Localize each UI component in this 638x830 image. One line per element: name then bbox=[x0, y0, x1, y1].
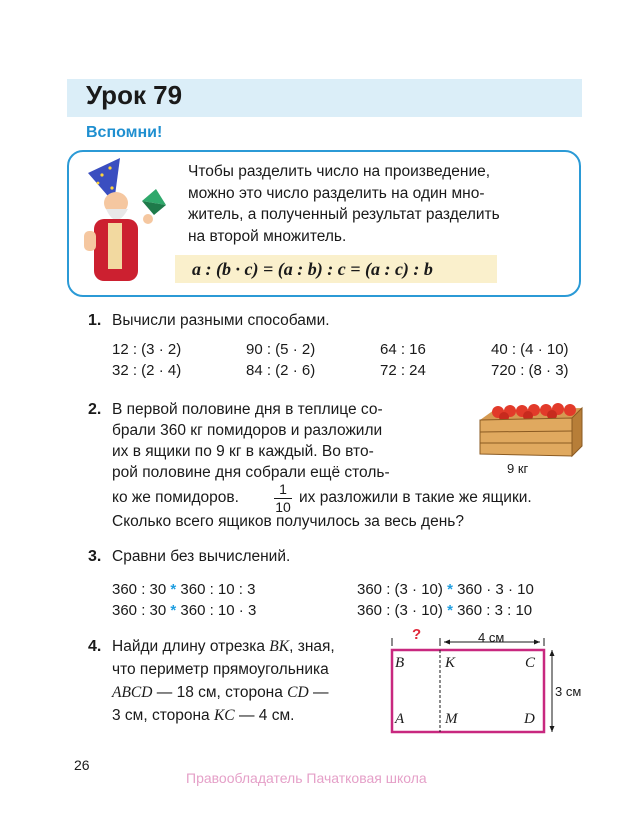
task-1-expression: 72 : 24 bbox=[380, 362, 426, 379]
compare-left: 360 : (3 · 10) bbox=[357, 602, 443, 619]
compare-star-icon: * bbox=[170, 602, 177, 619]
compare-star-icon: * bbox=[447, 581, 453, 598]
rule-line: Чтобы разделить число на произведение, bbox=[188, 163, 491, 180]
compare-star-icon: * bbox=[447, 602, 453, 619]
vertex-a: A bbox=[395, 711, 405, 727]
task-3-comparison bbox=[112, 581, 255, 598]
task-2-line: рой половине дня собрали ещё столь- bbox=[112, 464, 390, 481]
vertex-b: B bbox=[395, 655, 405, 671]
vertex-d: D bbox=[524, 711, 535, 727]
fraction-one-tenth bbox=[274, 482, 292, 515]
fraction-denominator: 10 bbox=[275, 499, 291, 515]
side-cd-length: 3 см bbox=[555, 684, 582, 699]
task-1-expression: 40 : (4 · 10) bbox=[491, 341, 569, 358]
task-1-expression: 32 : (2 · 4) bbox=[112, 362, 182, 379]
compare-right: 360 : 3 : 10 bbox=[457, 602, 533, 619]
rule-formula: a : (b · c) = (a : b) : c = (a : c) : b bbox=[192, 259, 433, 279]
remember-heading: Вспомни! bbox=[86, 124, 163, 141]
page-number: 26 bbox=[74, 757, 90, 773]
lesson-title: Урок 79 bbox=[86, 80, 183, 110]
task-3-text: Сравни без вычислений. bbox=[112, 548, 291, 565]
tomato-crate-illustration bbox=[476, 398, 586, 460]
rule-line: можно это число разделить на один мно- bbox=[188, 184, 485, 202]
task-3-number: 3. bbox=[88, 548, 102, 565]
side-kc: KC bbox=[213, 707, 235, 724]
task-2-number: 2. bbox=[88, 401, 102, 418]
crate-weight-label: 9 кг bbox=[507, 461, 529, 476]
rectangle-abcd: ABCD bbox=[112, 684, 153, 701]
task-3-comparison bbox=[357, 602, 532, 619]
vertex-m: M bbox=[445, 711, 458, 727]
task-1-text: Вычисли разными способами. bbox=[112, 312, 330, 329]
task-4-text: , зная, bbox=[289, 638, 335, 655]
task-4-line-1 bbox=[112, 638, 335, 656]
task-4-text: Найди длину отрезка bbox=[112, 638, 270, 655]
task-4-line-2: что периметр прямоугольника bbox=[112, 661, 329, 678]
task-4-text: — 18 см, сторона bbox=[152, 684, 288, 701]
wizard-illustration bbox=[80, 153, 170, 288]
task-2-line-after-fraction: их разложили в такие же ящики. bbox=[299, 489, 532, 506]
task-1-expression: 64 : 16 bbox=[380, 341, 426, 358]
task-4-line-4 bbox=[112, 707, 294, 725]
task-4-text: — 4 см. bbox=[234, 707, 295, 724]
task-4-number: 4. bbox=[88, 638, 102, 655]
compare-right: 360 · 3 · 10 bbox=[457, 581, 534, 598]
task-1-expression: 720 : (8 · 3) bbox=[491, 362, 569, 379]
side-kc-length: 4 см bbox=[478, 630, 505, 645]
segment-bk: BK bbox=[269, 638, 290, 655]
compare-left: 360 : (3 · 10) bbox=[357, 581, 443, 598]
compare-right: 360 : 10 : 3 bbox=[180, 581, 256, 598]
task-2-line: В первой половине дня в теплице со- bbox=[112, 401, 383, 418]
compare-right: 360 : 10 · 3 bbox=[180, 602, 257, 619]
compare-star-icon: * bbox=[170, 581, 177, 598]
compare-left: 360 : 30 bbox=[112, 581, 167, 598]
task-3-comparison bbox=[112, 602, 256, 619]
unknown-length-question: ? bbox=[412, 626, 422, 643]
task-2-line-before-fraction: ко же помидоров. bbox=[112, 489, 239, 506]
task-1-expression: 84 : (2 · 6) bbox=[246, 362, 316, 379]
task-2-line: брали 360 кг помидоров и разложили bbox=[112, 422, 383, 439]
rule-text bbox=[188, 161, 570, 247]
task-4-text: — bbox=[308, 684, 329, 701]
side-cd: CD bbox=[287, 684, 309, 701]
compare-left: 360 : 30 bbox=[112, 602, 167, 619]
task-3-comparison bbox=[357, 581, 534, 598]
fraction-numerator: 1 bbox=[279, 481, 287, 497]
task-2-line: Сколько всего ящиков получилось за весь день? bbox=[112, 513, 464, 530]
rule-line: на второй множитель. bbox=[188, 227, 347, 245]
task-1-expression: 12 : (3 · 2) bbox=[112, 341, 182, 358]
task-4-text: 3 см, сторона bbox=[112, 707, 214, 724]
copyright-watermark: Правообладатель Пачатковая школа bbox=[186, 770, 427, 786]
vertex-c: C bbox=[525, 655, 536, 671]
vertex-k: K bbox=[445, 655, 456, 671]
task-1-expression: 90 : (5 · 2) bbox=[246, 341, 316, 358]
task-1-number: 1. bbox=[88, 312, 102, 329]
task-4-line-3 bbox=[112, 684, 329, 702]
task-2-line: их в ящики по 9 кг в каждый. Во вто- bbox=[112, 443, 374, 460]
rule-line: житель, а полученный результат разделить bbox=[188, 206, 500, 223]
